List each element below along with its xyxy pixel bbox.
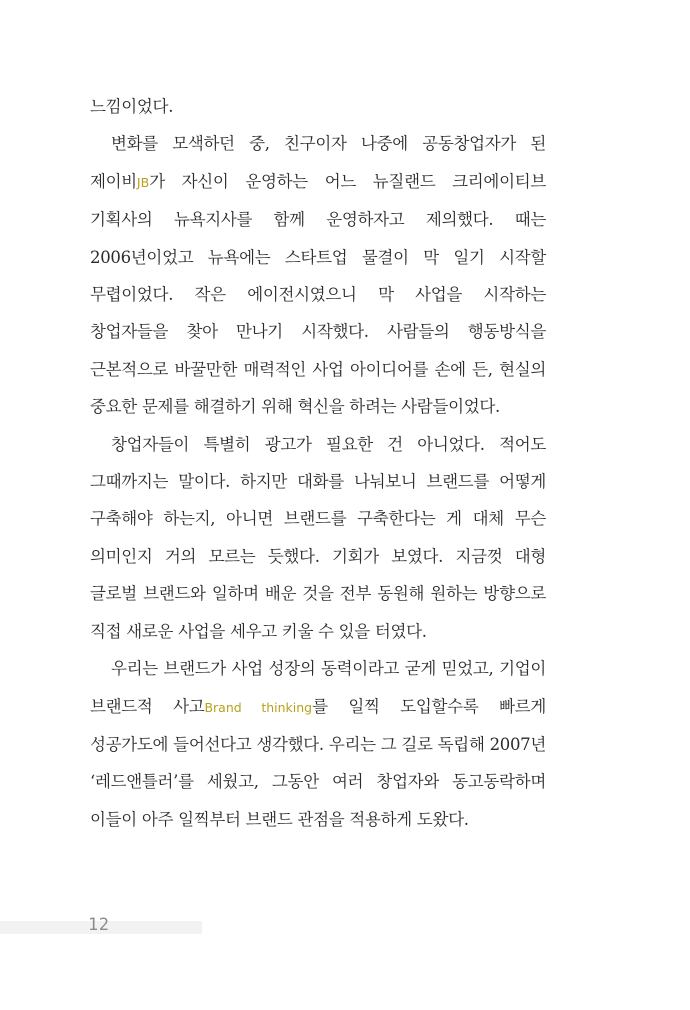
gloss-annotation: JB xyxy=(136,174,150,190)
paragraph xyxy=(90,125,546,425)
body-text xyxy=(90,88,546,838)
paragraph: 창업자들이 특별히 광고가 필요한 건 아니었다. 적어도 그때까지는 말이다. 하지만 대화를 나눠보니 브랜드를 어떻게 구축해야 하는지, 아니면 브랜드를 구축한다는 게 대체 무슨 의미인지 거의 모르는 듯했다. 기회가 보였다. 지금껏 대형 글로벌 브랜드와 일하며 배운 것을 전부 동원해 원하는 방향으로 직접 새로운 사업을 세우고 키울 수 있을 터였다. xyxy=(90,434,546,641)
paragraph-text: 가 자신이 운영하는 어느 뉴질랜드 크리에이티브 기획사의 뉴욕지사를 함께 운영하자고 제의했다. 때는 2006년이었고 뉴욕에는 스타트업 물결이 막 일기 시작할 무렵이었다. 작은 에이전시였으니 막 사업을 시작하는 창업자들을 찾아 만나기 시작했다. 사람들의 행동방식을 근본적으로 바꿀만한 매력적인 사업 아이디어를 손에 든, 현실의 중요한 문제를 해결하기 위해 혁신을 하려는 사람들이었다. xyxy=(90,171,546,417)
paragraph xyxy=(90,650,546,838)
page-number: 12 xyxy=(88,915,110,935)
paragraph-text: 변화를 모색하던 중, 친구이자 나중에 공동창업자가 된 제이비 xyxy=(90,134,546,191)
paragraph: 느낌이었다. xyxy=(90,97,174,116)
paragraph-text: 우리는 브랜드가 사업 성장의 동력이라고 굳게 믿었고, 기업이 브랜드적 사고 xyxy=(90,659,546,716)
gloss-annotation: Brand thinking xyxy=(204,699,313,715)
paragraph-text: 를 일찍 도입할수록 빠르게 성공가도에 들어선다고 생각했다. 우리는 그 길로 독립해 2007년 ‘레드앤틀러’를 세웠고, 그동안 여러 창업자와 동고동락하며 이들이 아주 일찍부터 브랜드 관점을 적용하게 도왔다. xyxy=(90,696,546,829)
